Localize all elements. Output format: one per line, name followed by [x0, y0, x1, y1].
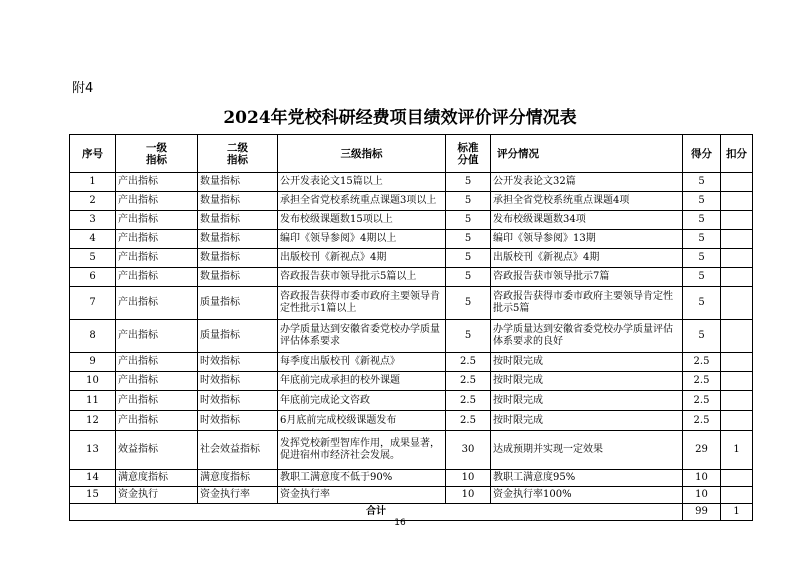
table-row: [70, 173, 753, 192]
cell-score: 5: [683, 249, 721, 268]
cell-deduction: [721, 353, 753, 372]
cell-level3: 承担全省党校系统重点课题3项以上: [278, 192, 446, 211]
cell-level3: 资金执行率: [278, 487, 446, 504]
cell-deduction: [721, 268, 753, 287]
cell-evaluation: 发布校级课题数34项: [491, 211, 683, 230]
cell-level3: 每季度出版校刊《新视点》: [278, 353, 446, 372]
table-row: [70, 411, 753, 431]
cell-score: 5: [683, 211, 721, 230]
cell-deduction: [721, 249, 753, 268]
cell-seq: 5: [70, 249, 116, 268]
cell-level1: 产出指标: [116, 211, 198, 230]
cell-seq: 8: [70, 320, 116, 353]
cell-level2: 数量指标: [198, 211, 278, 230]
cell-score: 29: [683, 431, 721, 470]
cell-standard: 2.5: [446, 353, 491, 372]
header-seq: 序号: [70, 135, 116, 173]
cell-standard: 5: [446, 268, 491, 287]
cell-score: 5: [683, 230, 721, 249]
table-row: [70, 431, 753, 470]
evaluation-table: [69, 134, 753, 521]
cell-standard: 2.5: [446, 372, 491, 391]
cell-deduction: [721, 287, 753, 320]
cell-evaluation: 咨政报告获得市委市政府主要领导肯定性批示5篇: [491, 287, 683, 320]
document-title: 2024年党校科研经费项目绩效评价评分情况表: [223, 108, 577, 128]
cell-score: 2.5: [683, 391, 721, 411]
cell-level2: 数量指标: [198, 268, 278, 287]
table-row: [70, 470, 753, 487]
cell-level1: 产出指标: [116, 372, 198, 391]
cell-standard: 5: [446, 249, 491, 268]
cell-seq: 6: [70, 268, 116, 287]
cell-level1: 产出指标: [116, 268, 198, 287]
cell-standard: 10: [446, 487, 491, 504]
cell-level2: 时效指标: [198, 353, 278, 372]
table-row: [70, 372, 753, 391]
cell-seq: 13: [70, 431, 116, 470]
cell-level3: 年底前完成承担的校外课题: [278, 372, 446, 391]
cell-evaluation: 咨政报告获市领导批示7篇: [491, 268, 683, 287]
table-row: [70, 287, 753, 320]
cell-standard: 30: [446, 431, 491, 470]
cell-deduction: [721, 211, 753, 230]
cell-standard: 2.5: [446, 391, 491, 411]
cell-evaluation: 按时限完成: [491, 391, 683, 411]
cell-evaluation: 按时限完成: [491, 353, 683, 372]
cell-score: 5: [683, 192, 721, 211]
cell-deduction: [721, 320, 753, 353]
cell-level1: 产出指标: [116, 173, 198, 192]
cell-standard: 5: [446, 320, 491, 353]
cell-deduction: [721, 487, 753, 504]
cell-seq: 1: [70, 173, 116, 192]
cell-level3: 发挥党校新型智库作用，成果显著，促进宿州市经济社会发展。: [278, 431, 446, 470]
cell-seq: 14: [70, 470, 116, 487]
cell-seq: 10: [70, 372, 116, 391]
cell-evaluation: 达成预期并实现一定效果: [491, 431, 683, 470]
cell-standard: 5: [446, 287, 491, 320]
cell-level2: 数量指标: [198, 173, 278, 192]
cell-level3: 6月底前完成校级课题发布: [278, 411, 446, 431]
cell-evaluation: 教职工满意度95%: [491, 470, 683, 487]
cell-level2: 资金执行率: [198, 487, 278, 504]
header-level3: 三级指标: [278, 135, 446, 173]
cell-evaluation: 承担全省党校系统重点课题4项: [491, 192, 683, 211]
cell-level2: 数量指标: [198, 249, 278, 268]
cell-deduction: [721, 173, 753, 192]
cell-standard: 5: [446, 230, 491, 249]
total-label: 合计: [70, 504, 683, 521]
table-row: [70, 211, 753, 230]
cell-deduction: [721, 230, 753, 249]
cell-level1: 产出指标: [116, 353, 198, 372]
header-level2: 二级 指标: [198, 135, 278, 173]
cell-level3: 教职工满意度不低于90%: [278, 470, 446, 487]
header-level1: 一级 指标: [116, 135, 198, 173]
cell-seq: 4: [70, 230, 116, 249]
cell-level2: 时效指标: [198, 391, 278, 411]
cell-score: 5: [683, 287, 721, 320]
cell-evaluation: 公开发表论文32篇: [491, 173, 683, 192]
cell-evaluation: 出版校刊《新视点》4期: [491, 249, 683, 268]
cell-deduction: [721, 411, 753, 431]
cell-deduction: [721, 391, 753, 411]
cell-level2: 时效指标: [198, 411, 278, 431]
cell-evaluation: 按时限完成: [491, 372, 683, 391]
cell-level2: 质量指标: [198, 320, 278, 353]
cell-level2: 数量指标: [198, 230, 278, 249]
table-row: [70, 320, 753, 353]
header-evaluation: 评分情况: [491, 135, 683, 173]
cell-level1: 产出指标: [116, 287, 198, 320]
cell-level3: 公开发表论文15篇以上: [278, 173, 446, 192]
cell-seq: 9: [70, 353, 116, 372]
cell-level1: 资金执行: [116, 487, 198, 504]
annex-label: 附4: [72, 81, 94, 96]
cell-level3: 出版校刊《新视点》4期: [278, 249, 446, 268]
cell-level3: 年底前完成论文咨政: [278, 391, 446, 411]
total-score: 99: [683, 504, 721, 521]
cell-level1: 产出指标: [116, 391, 198, 411]
cell-deduction: 1: [721, 431, 753, 470]
cell-seq: 7: [70, 287, 116, 320]
cell-seq: 12: [70, 411, 116, 431]
cell-level2: 时效指标: [198, 372, 278, 391]
cell-seq: 3: [70, 211, 116, 230]
cell-evaluation: 资金执行率100%: [491, 487, 683, 504]
total-deduction: 1: [721, 504, 753, 521]
cell-seq: 15: [70, 487, 116, 504]
cell-score: 10: [683, 487, 721, 504]
cell-score: 2.5: [683, 372, 721, 391]
cell-level3: 发布校级课题数15项以上: [278, 211, 446, 230]
cell-seq: 2: [70, 192, 116, 211]
table-row: [70, 268, 753, 287]
table-row: [70, 353, 753, 372]
cell-deduction: [721, 192, 753, 211]
cell-seq: 11: [70, 391, 116, 411]
cell-score: 5: [683, 268, 721, 287]
cell-level1: 产出指标: [116, 230, 198, 249]
cell-score: 5: [683, 173, 721, 192]
cell-standard: 5: [446, 192, 491, 211]
cell-evaluation: 办学质量达到安徽省委党校办学质量评估体系要求的良好: [491, 320, 683, 353]
cell-level2: 社会效益指标: [198, 431, 278, 470]
cell-score: 2.5: [683, 411, 721, 431]
table-row: [70, 249, 753, 268]
cell-score: 10: [683, 470, 721, 487]
cell-level3: 办学质量达到安徽省委党校办学质量评估体系要求: [278, 320, 446, 353]
cell-score: 5: [683, 320, 721, 353]
cell-deduction: [721, 470, 753, 487]
cell-level1: 产出指标: [116, 411, 198, 431]
cell-level1: 产出指标: [116, 249, 198, 268]
cell-standard: 5: [446, 211, 491, 230]
header-standard: 标准 分值: [446, 135, 491, 173]
cell-level2: 质量指标: [198, 287, 278, 320]
table-header-row: [70, 135, 753, 173]
table-row: [70, 391, 753, 411]
cell-level3: 咨政报告获市领导批示5篇以上: [278, 268, 446, 287]
header-score: 得分: [683, 135, 721, 173]
page-number: 16: [394, 518, 406, 528]
cell-level2: 满意度指标: [198, 470, 278, 487]
cell-level1: 满意度指标: [116, 470, 198, 487]
cell-standard: 10: [446, 470, 491, 487]
cell-level2: 数量指标: [198, 192, 278, 211]
cell-score: 2.5: [683, 353, 721, 372]
cell-standard: 2.5: [446, 411, 491, 431]
cell-evaluation: 编印《领导参阅》13期: [491, 230, 683, 249]
cell-level1: 效益指标: [116, 431, 198, 470]
cell-level3: 咨政报告获得市委市政府主要领导肯定性批示1篇以上: [278, 287, 446, 320]
cell-evaluation: 按时限完成: [491, 411, 683, 431]
cell-level3: 编印《领导参阅》4期以上: [278, 230, 446, 249]
table-row: [70, 192, 753, 211]
header-deduction: 扣分: [721, 135, 753, 173]
cell-level1: 产出指标: [116, 320, 198, 353]
table-row: [70, 230, 753, 249]
cell-standard: 5: [446, 173, 491, 192]
cell-level1: 产出指标: [116, 192, 198, 211]
cell-deduction: [721, 372, 753, 391]
table-row: [70, 487, 753, 504]
